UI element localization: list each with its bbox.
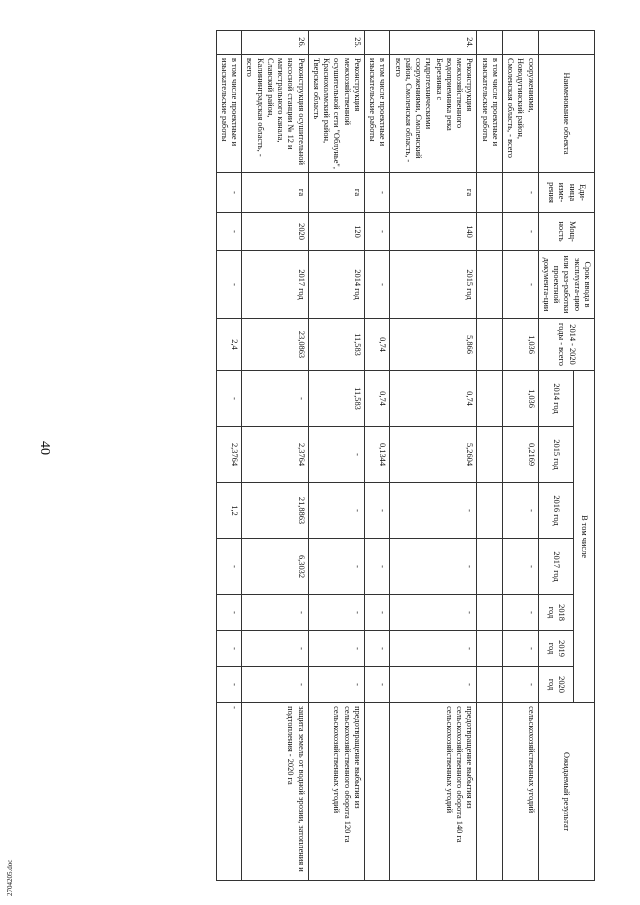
cell-total: 2,4 [216, 319, 242, 371]
table-body [216, 31, 538, 881]
header-year: 2016 год [538, 483, 573, 539]
cell-year [477, 371, 503, 427]
cell-year: - [216, 595, 242, 631]
cell-num [365, 31, 391, 55]
header-year: 2014 год [538, 371, 573, 427]
cell-result: защита земель от водной эрозии, затопления и подтопления - 2020 га [242, 703, 309, 881]
cell-year: - [365, 539, 391, 595]
table-row [242, 31, 309, 881]
cell-num: 26. [242, 31, 309, 55]
data-table [216, 30, 595, 881]
cell-year: - [503, 483, 539, 539]
cell-year: - [308, 595, 364, 631]
table-row [308, 31, 364, 881]
cell-name: сооружениями, Новодугинский район, Смоленская область, - всего [503, 55, 539, 173]
cell-year: 1,2 [216, 483, 242, 539]
cell-capacity: - [503, 213, 539, 251]
cell-year: 5,2604 [390, 427, 477, 483]
cell-result: сельскохозяйственных угодий [503, 703, 539, 881]
cell-year: - [390, 483, 477, 539]
table-row [390, 31, 477, 881]
cell-year: - [216, 539, 242, 595]
cell-unit [477, 173, 503, 213]
cell-name: Реконструкция межхозяйственного водоприемника река Березинка с гидротехническими сооружениями, Смоленский район, Смоленская область, - всего [390, 55, 477, 173]
cell-term: 2015 год [390, 251, 477, 319]
cell-year: 0,1344 [365, 427, 391, 483]
cell-year: - [390, 539, 477, 595]
cell-result [365, 703, 391, 881]
header-num [538, 31, 594, 55]
cell-year: - [216, 631, 242, 667]
header-row-1 [573, 31, 594, 881]
cell-year: - [242, 371, 309, 427]
cell-year: - [308, 667, 364, 703]
cell-unit: га [308, 173, 364, 213]
cell-capacity: 120 [308, 213, 364, 251]
cell-year: 11,583 [308, 371, 364, 427]
cell-total: 1,036 [503, 319, 539, 371]
header-year: 2020 год [538, 667, 573, 703]
cell-year: - [365, 667, 391, 703]
cell-year [477, 595, 503, 631]
cell-num [503, 31, 539, 55]
cell-capacity: - [216, 213, 242, 251]
cell-year: - [308, 483, 364, 539]
cell-year [477, 667, 503, 703]
cell-unit: га [390, 173, 477, 213]
cell-year: - [308, 539, 364, 595]
cell-capacity: 140 [390, 213, 477, 251]
cell-year: - [503, 631, 539, 667]
header-result: Ожидаемый результат [538, 703, 594, 881]
cell-year: 2,3764 [242, 427, 309, 483]
header-year: 2015 год [538, 427, 573, 483]
cell-year: - [308, 631, 364, 667]
cell-name: в том числе проектные и изыскательские работы [365, 55, 391, 173]
rotated-table-wrapper [65, 30, 595, 880]
cell-year: 1,036 [503, 371, 539, 427]
header-unit: Еди-ница изме-рения [538, 173, 594, 213]
cell-unit: - [503, 173, 539, 213]
cell-result [477, 703, 503, 881]
cell-year: - [503, 539, 539, 595]
cell-total [477, 319, 503, 371]
cell-capacity: 2020 [242, 213, 309, 251]
footer [6, 860, 26, 900]
cell-year: - [242, 595, 309, 631]
cell-total: 5,866 [390, 319, 477, 371]
cell-total: 11,583 [308, 319, 364, 371]
cell-total: 0,74 [365, 319, 391, 371]
cell-year: - [365, 483, 391, 539]
cell-year: 0,74 [390, 371, 477, 427]
table-row [365, 31, 391, 881]
header-total: 2014 - 2020 годы - всего [538, 319, 594, 371]
page-number: 40 [37, 441, 52, 455]
cell-year: - [365, 595, 391, 631]
table-row [477, 31, 503, 881]
cell-unit: - [365, 173, 391, 213]
cell-num: 25. [308, 31, 364, 55]
cell-term: 2014 год [308, 251, 364, 319]
cell-year: - [242, 667, 309, 703]
cell-year: - [503, 595, 539, 631]
cell-num [216, 31, 242, 55]
cell-year: - [216, 371, 242, 427]
cell-year: - [390, 667, 477, 703]
header-year: 2017 год [538, 539, 573, 595]
header-term: Срок ввода в эксплуата-цию или раз-работки проектной документа-ции [538, 251, 594, 319]
cell-name: в том числе проектные и изыскательские работы [216, 55, 242, 173]
cell-year: - [308, 427, 364, 483]
cell-year: 21,8863 [242, 483, 309, 539]
cell-year: - [503, 667, 539, 703]
cell-capacity [477, 213, 503, 251]
cell-year [477, 427, 503, 483]
cell-term [477, 251, 503, 319]
cell-year [477, 631, 503, 667]
cell-term: 2017 год [242, 251, 309, 319]
cell-year: 0,74 [365, 371, 391, 427]
cell-name: Реконструкция межхозяйственной осушительной сети "Облунье", Краснохолмский район, Тверская область [308, 55, 364, 173]
cell-num: 24. [390, 31, 477, 55]
table-row [216, 31, 242, 881]
cell-result: - [216, 703, 242, 881]
footer-code: 2704205.doc [6, 859, 14, 896]
header-capacity: Мощ-ность [538, 213, 594, 251]
cell-result: предотвращение выбытия из сельскохозяйственного оборота 120 га сельскохозяйственных угодий [308, 703, 364, 881]
cell-total: 23,0863 [242, 319, 309, 371]
cell-term: - [365, 251, 391, 319]
cell-unit: - [216, 173, 242, 213]
header-year: 2019 год [538, 631, 573, 667]
cell-year: 0,2169 [503, 427, 539, 483]
cell-year: - [365, 631, 391, 667]
cell-unit: га [242, 173, 309, 213]
header-name: Наименование объекта [538, 55, 594, 173]
cell-term: - [503, 251, 539, 319]
cell-year: - [242, 631, 309, 667]
cell-capacity: - [365, 213, 391, 251]
cell-year: 6,3032 [242, 539, 309, 595]
cell-year [477, 539, 503, 595]
header-year: 2018 год [538, 595, 573, 631]
cell-year: 2,3764 [216, 427, 242, 483]
cell-year [477, 483, 503, 539]
cell-name: Реконструкция осушительной насосной станции № 12 и магистрального канала, Славский район, Калининградская область, - всего [242, 55, 309, 173]
cell-year: - [390, 595, 477, 631]
cell-term: - [216, 251, 242, 319]
cell-year: - [216, 667, 242, 703]
table-row [503, 31, 539, 881]
cell-result: предотвращение выбытия из сельскохозяйственного оборота 140 га сельскохозяйственных угодий [390, 703, 477, 881]
cell-num [477, 31, 503, 55]
cell-year: - [390, 631, 477, 667]
cell-name: в том числе проектные и изыскательские работы [477, 55, 503, 173]
header-in-that-number: В том числе [573, 371, 594, 703]
